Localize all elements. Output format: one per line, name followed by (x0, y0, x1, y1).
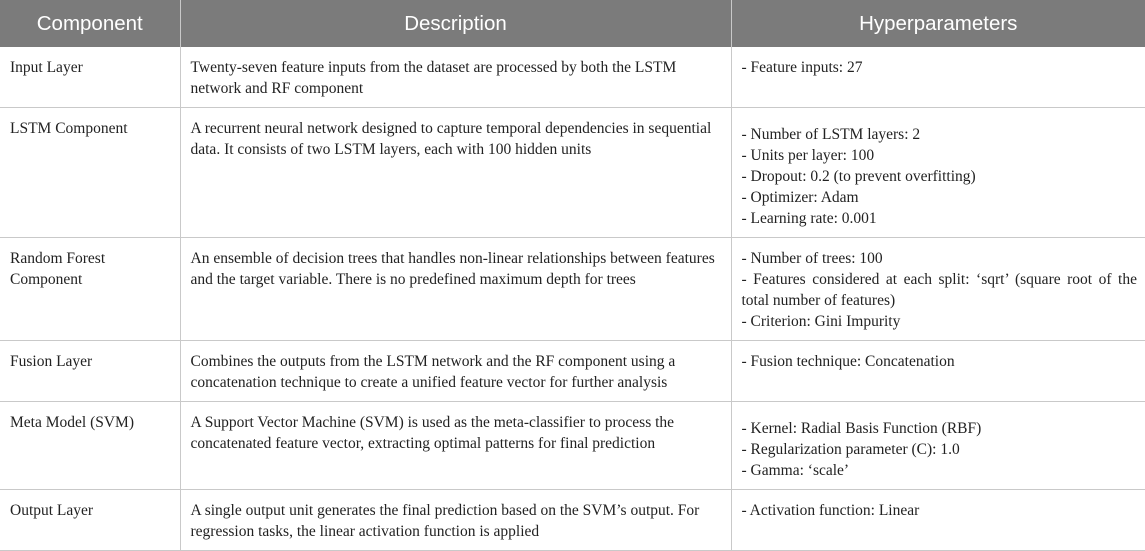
component-cell: Meta Model (SVM) (0, 402, 180, 490)
hyperparameter-item: - Number of LSTM layers: 2 (741, 126, 921, 143)
hyperparameter-item: - Feature inputs: 27 (741, 59, 863, 76)
table-row (0, 47, 1145, 108)
table-header (0, 0, 1145, 47)
component-cell: Fusion Layer (0, 341, 180, 402)
hyperparameters-cell (731, 108, 1145, 238)
hyperparameter-item: - Regularization parameter (C): 1.0 (741, 441, 960, 458)
table-row (0, 490, 1145, 551)
hyperparameter-item: - Optimizer: Adam (741, 189, 859, 206)
table-row (0, 402, 1145, 490)
component-cell: Output Layer (0, 490, 180, 551)
hyperparameters-cell (731, 402, 1145, 490)
component-cell: Random Forest Component (0, 238, 180, 341)
description-cell: An ensemble of decision trees that handles non-linear relationships between features and the target variable. There is no predefined maximum depth for trees (180, 238, 731, 341)
description-cell: Twenty-seven feature inputs from the dataset are processed by both the LSTM network and RF component (180, 47, 731, 108)
header-hyperparameters: Hyperparameters (731, 0, 1145, 47)
hyperparameter-item: - Kernel: Radial Basis Function (RBF) (741, 420, 982, 437)
hyperparameter-item: - Dropout: 0.2 (to prevent overfitting) (741, 168, 976, 185)
hyperparameter-item: - Criterion: Gini Impurity (741, 313, 901, 330)
hyperparameter-item: - Fusion technique: Concatenation (741, 353, 955, 370)
table-body (0, 47, 1145, 551)
hyperparameter-item: - Number of trees: 100 (741, 250, 883, 267)
table-row (0, 238, 1145, 341)
hyperparameter-item: - Gamma: ‘scale’ (741, 462, 850, 479)
component-cell: LSTM Component (0, 108, 180, 238)
description-cell: A single output unit generates the final prediction based on the SVM’s output. For regression tasks, the linear activation function is applied (180, 490, 731, 551)
hyperparameters-cell (731, 341, 1145, 402)
description-cell: A Support Vector Machine (SVM) is used as the meta-classifier to process the concatenated feature vector, extracting optimal patterns for final prediction (180, 402, 731, 490)
description-cell: Combines the outputs from the LSTM network and the RF component using a concatenation technique to create a unified feature vector for further analysis (180, 341, 731, 402)
header-component: Component (0, 0, 180, 47)
hyperparameter-item: - Activation function: Linear (741, 502, 920, 519)
hyperparameter-item: - Features considered at each split: ‘sqrt’ (square root of the total number of features) (741, 271, 1137, 309)
hyperparameter-item: - Units per layer: 100 (741, 147, 875, 164)
header-row (0, 0, 1145, 47)
component-cell: Input Layer (0, 47, 180, 108)
table-row (0, 341, 1145, 402)
hyperparameters-cell (731, 238, 1145, 341)
hyperparameters-cell (731, 47, 1145, 108)
table-row (0, 108, 1145, 238)
hyperparameters-cell (731, 490, 1145, 551)
header-description: Description (180, 0, 731, 47)
description-cell: A recurrent neural network designed to capture temporal dependencies in sequential data. It consists of two LSTM layers, each with 100 hidden units (180, 108, 731, 238)
hyperparameter-item: - Learning rate: 0.001 (741, 210, 877, 227)
